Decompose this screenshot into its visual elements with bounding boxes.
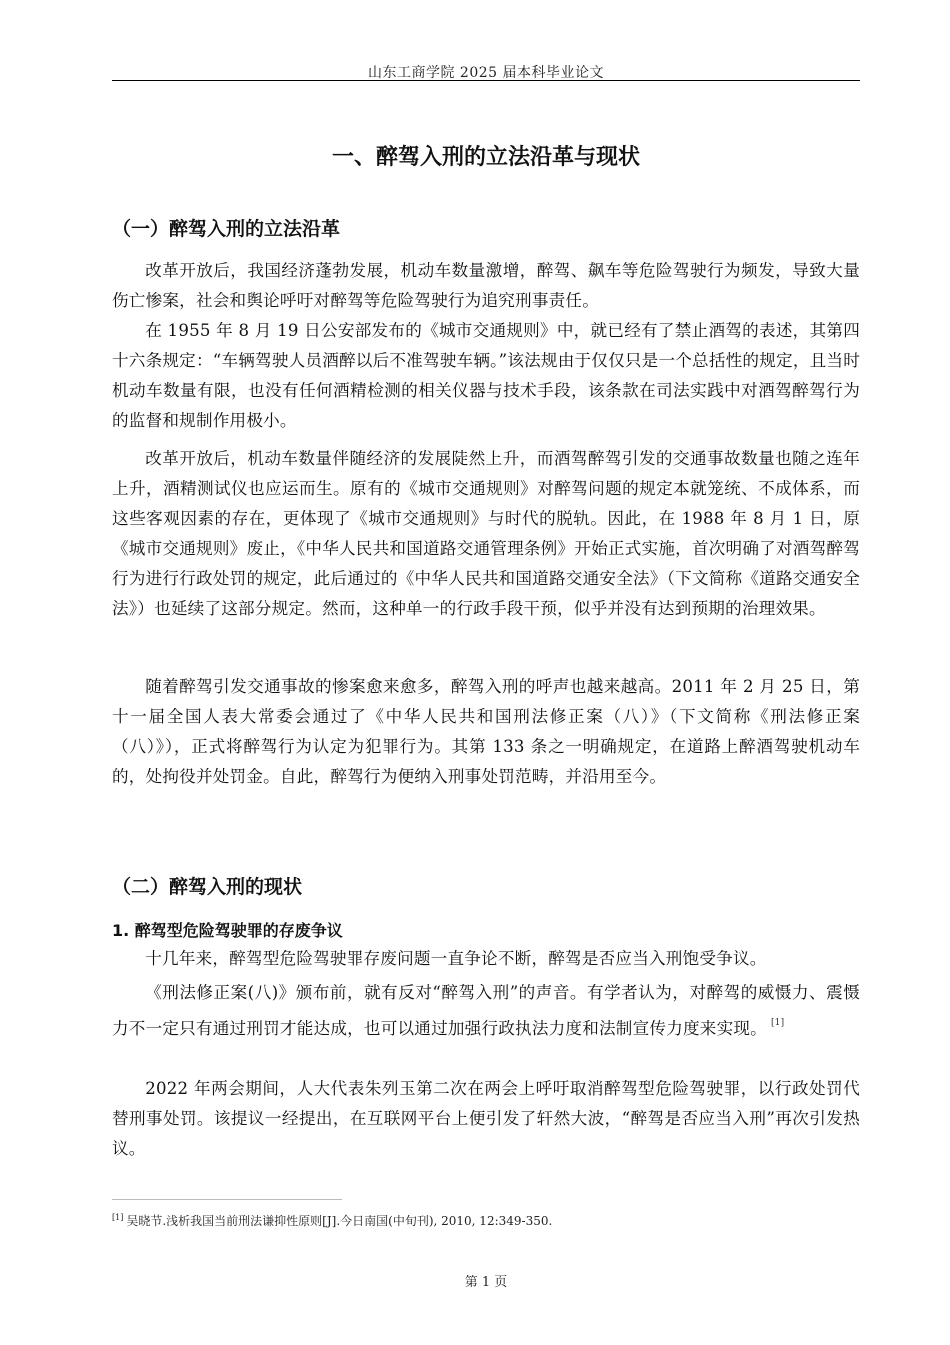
paragraph-with-citation xyxy=(112,978,860,1044)
paragraph: 随着醉驾引发交通事故的惨案愈来愈多，醉驾入刑的呼声也越来越高。2011 年 2 月 25 日，第十一届全国人表大常委会通过了《中华人民共和国刑法修正案（八）》（下文简称《刑法修正案（八）》），正式将醉驾行为认定为犯罪行为。其第 133 条之一明确规定，在道路上醉酒驾驶机动车的，处拘役并处罚金。自此，醉驾行为便纳入刑事处罚范畴，并沿用至今。 xyxy=(112,677,860,786)
paragraph: 在 1955 年 8 月 19 日公安部发布的《城市交通规则》中，就已经有了禁止酒驾的表述，其第四十六条规定：“车辆驾驶人员酒醉以后不准驾驶车辆。”该法规由于仅仅只是一个总括性的规定，且当时机动车数量有限，也没有任何酒精检测的相关仪器与技术手段，该条款在司法实践中对酒驾醉驾行为的监督和规制作用极小。 xyxy=(112,321,860,430)
subsection-title-controversy: 1. 醉驾型危险驾驶罪的存废争议 xyxy=(112,921,343,940)
section-title-legislative-history: （一）醉驾入刑的立法沿革 xyxy=(112,218,341,240)
footnote-text: 吴晓节.浅析我国当前刑法谦抑性原则[J].今日南国(中旬刊), 2010, 12:349-350. xyxy=(126,1214,553,1228)
citation-mark[interactable]: [1] xyxy=(770,1018,785,1028)
paragraph: 改革开放后，我国经济蓬勃发展，机动车数量激增，醉驾、飙车等危险驾驶行为频发，导致大量伤亡惨案，社会和舆论呼吁对醉驾等危险驾驶行为追究刑事责任。 xyxy=(112,261,860,310)
paragraph: 改革开放后，机动车数量伴随经济的发展陡然上升，而酒驾醉驾引发的交通事故数量也随之连年上升，酒精测试仪也应运而生。原有的《城市交通规则》对醉驾问题的规定本就笼统、不成体系，而这些客观因素的存在，更体现了《城市交通规则》与时代的脱轨。因此，在 1988 年 8 月 1 日，原《城市交通规则》废止，《中华人民共和国道路交通管理条例》开始正式实施，首次明确了对酒驾醉驾行为进行行政处罚的规定，此后通过的《中华人民共和国道路交通安全法》（下文简称《道路交通安全法》）也延续了这部分规定。然而，这种单一的行政手段干预，似乎并没有达到预期的治理效果。 xyxy=(112,449,860,618)
running-header: 山东工商学院 2025 届本科毕业论文 xyxy=(367,65,605,81)
section-title-current-status: （二）醉驾入刑的现状 xyxy=(112,876,303,898)
footnote-mark: [1] xyxy=(112,1213,124,1222)
paragraph: 2022 年两会期间，人大代表朱列玉第二次在两会上呼吁取消醉驾型危险驾驶罪，以行政处罚代替刑事处罚。该提议一经提出，在互联网平台上便引发了轩然大波，“醉驾是否应当入刑”再次引发热议。 xyxy=(112,1079,860,1158)
chapter-title: 一、醉驾入刑的立法沿革与现状 xyxy=(331,145,640,170)
paragraph: 十几年来，醉驾型危险驾驶罪存废问题一直争论不断，醉驾是否应当入刑饱受争议。 xyxy=(145,949,767,968)
footnote-rule xyxy=(112,1199,342,1200)
page-number: 第 1 页 xyxy=(464,1275,508,1290)
footnote xyxy=(112,1212,860,1229)
paragraph-text: 《刑法修正案(八)》颁布前，就有反对“醉驾入刑”的声音。有学者认为，对醉驾的威慑力、震慑力不一定只有通过刑罚才能达成，也可以通过加强行政执法力度和法制宣传力度来实现。 xyxy=(112,983,860,1038)
header-rule xyxy=(112,80,860,81)
